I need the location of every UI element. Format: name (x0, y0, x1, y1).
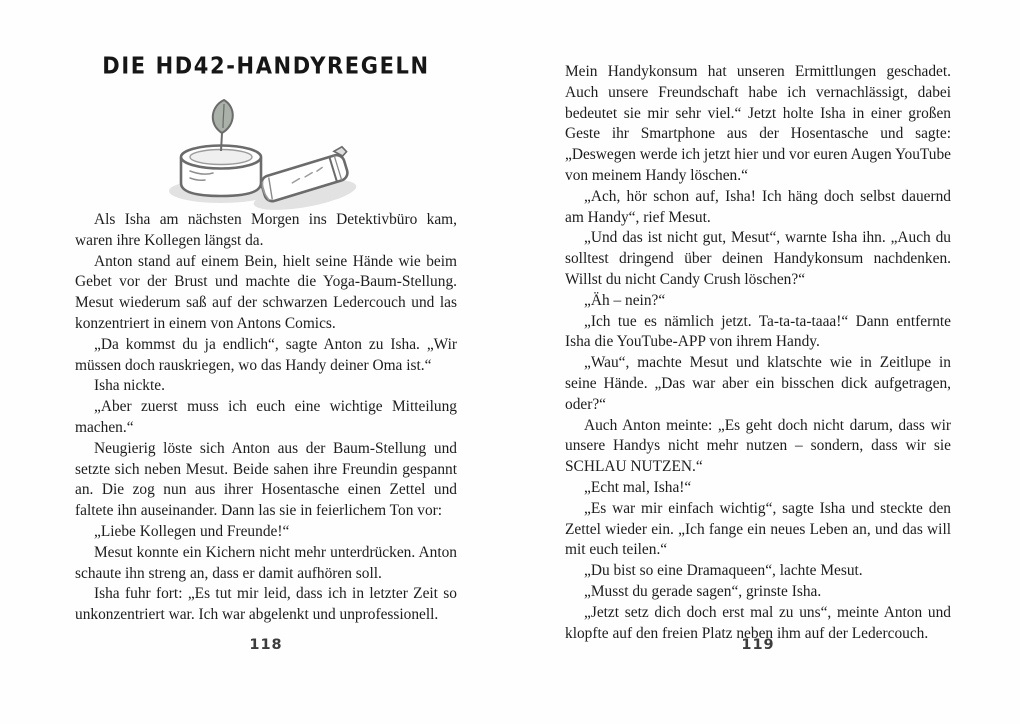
paragraph: „Liebe Kollegen und Freunde!“ (94, 522, 290, 540)
page-number-left: 118 (249, 637, 283, 653)
paragraph: „Da kommst du ja endlich“, sagte Anton zu Isha. „Wir müssen doch rauskriegen, wo das Handy deiner Oma ist.“ (75, 335, 457, 374)
paragraph: Mein Handykonsum hat unseren Ermittlungen geschadet. Auch unsere Freundschaft habe ich vernachlässigt, dabei bedeutet sie mir sehr viel.“ Jetzt holte Isha in einer großen Geste ihr Smartphone aus der Hosentasche und sagte: „Deswegen werde ich jetzt hier und vor euren Augen YouTube von meinem Handy löschen.“ (565, 63, 951, 184)
paragraph: Auch Anton meinte: „Es geht doch nicht darum, dass wir unsere Handys nicht mehr nutzen – sondern, dass wir sie SCHLAU NUTZEN.“ (565, 416, 951, 476)
left-page-text (75, 210, 457, 626)
candle-icon (181, 100, 261, 196)
paragraph: „Ich tue es nämlich jetzt. Ta-ta-ta-taaa!“ Dann entfernte Isha die YouTube-APP von ihrem Handy. (565, 312, 951, 351)
paragraph: Isha nickte. (94, 377, 165, 395)
leaf-flame-icon (213, 100, 233, 133)
paragraph: „Du bist so eine Dramaqueen“, lachte Mesut. (584, 562, 863, 580)
right-page-text (565, 62, 951, 644)
paragraph: „Echt mal, Isha!“ (584, 478, 692, 496)
chapter-title: DIE HD42-HANDYREGELN (102, 52, 430, 79)
paragraph: „Jetzt setz dich doch erst mal zu uns“, meinte Anton und klopfte auf den freien Platz neben ihm auf der Ledercouch. (565, 603, 951, 642)
paragraph: „Ach, hör schon auf, Isha! Ich häng doch selbst dauernd am Handy“, rief Mesut. (565, 187, 951, 226)
paragraph: Als Isha am nächsten Morgen ins Detektivbüro kam, waren ihre Kollegen längst da. (75, 211, 457, 249)
paragraph: „Äh – nein?“ (584, 291, 666, 309)
paragraph: Neugierig löste sich Anton aus der Baum-Stellung und setzte sich neben Mesut. Beide sahen ihre Freundin gespannt an. Die zog nun aus ihrer Hosentasche einen Zettel und faltete ihn auseinander. Dann las sie in feierlichem Ton vor: (75, 439, 457, 520)
paragraph: „Wau“, machte Mesut und klatschte wie in Zeitlupe in seine Hände. „Das war aber ein bisschen dick aufgetragen, oder?“ (565, 354, 951, 413)
paragraph: „Und das ist nicht gut, Mesut“, warnte Isha ihn. „Auch du solltest dringend über deinen Handykonsum nachdenken. Willst du nicht Candy Crush löschen?“ (565, 229, 951, 288)
paragraph: „Musst du gerade sagen“, grinste Isha. (584, 582, 822, 600)
page-number-right: 119 (741, 637, 775, 653)
paragraph: Anton stand auf einem Bein, hielt seine Hände wie beim Gebet vor der Brust und machte die Yoga-Baum-Stellung. Mesut wiederum saß auf der schwarzen Ledercouch und las konzentriert in einem von Antons Comics. (75, 252, 457, 332)
paragraph: Isha fuhr fort: „Es tut mir leid, dass ich in letzter Zeit so unkonzentriert war. Ich war abgelenkt und unprofessionell. (75, 585, 457, 624)
candle-and-lighter-illustration (163, 98, 363, 216)
paragraph: „Aber zuerst muss ich euch eine wichtige Mitteilung machen.“ (75, 398, 457, 436)
paragraph: Mesut konnte ein Kichern nicht mehr unterdrücken. Anton schaute ihn streng an, dass er damit aufhören soll. (75, 543, 457, 582)
chapter-illustration (163, 98, 363, 216)
paragraph: „Es war mir einfach wichtig“, sagte Isha und steckte den Zettel wieder ein. „Ich fange ein neues Leben an, und das will mit euch teilen.“ (565, 499, 951, 559)
